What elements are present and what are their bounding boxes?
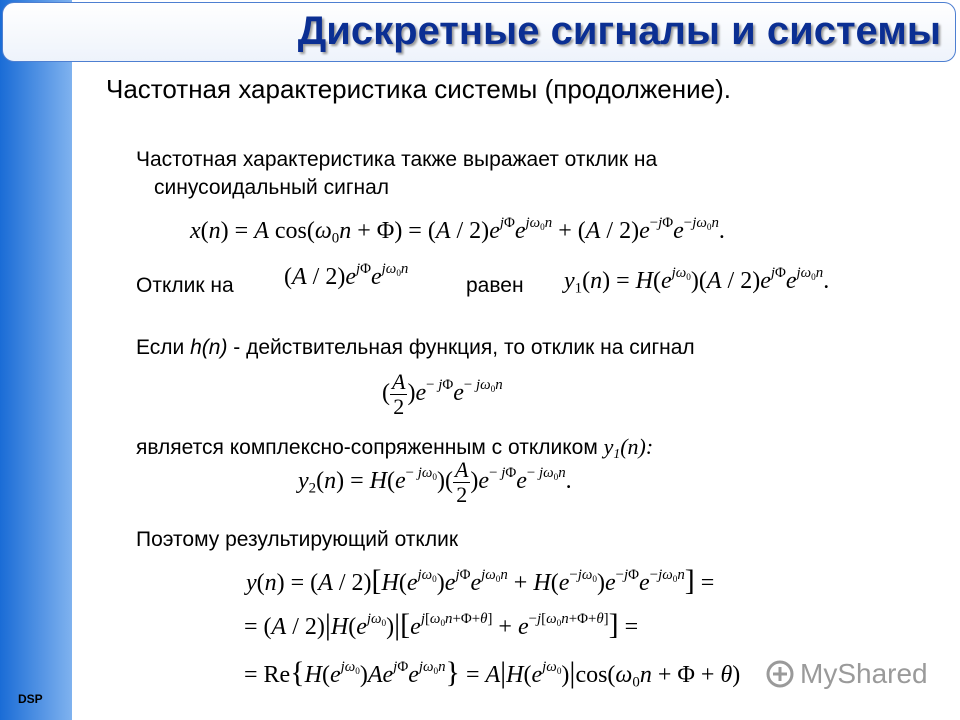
conj-line: является комплексно-сопряженным с откликом $y_1(n)$: xyxy=(136,434,654,462)
text-line-1: Частотная характеристика также выражает отклик на xyxy=(136,148,658,171)
formula-result-1: $y(n) = (A / 2)[H(e^{j\omega_0})e^{j\Phi}e^{j\omega_0n} + H(e^{-j\omega_0})e^{-j\Phi}e^{-j\omega_0n}]$ = xyxy=(246,564,715,597)
watermark-text: MyShared xyxy=(800,658,928,689)
watermark xyxy=(766,658,928,690)
footer-label: DSP xyxy=(18,692,43,706)
formula-component: $(A / 2)e^{j\Phi}e^{j\omega_0n}$ xyxy=(284,260,409,290)
formula-input-signal: x(n) = A $\cos(\omega_0n + \Phi) = (A / 2)e^{j\Phi}e^{j\omega_0n} + (A / 2)e^{-j\Phi}e^{-j\omega_0n}$. xyxy=(190,214,725,247)
h-var: h(n) xyxy=(190,336,228,359)
formula-result-3: = $Re\{H(e^{j\omega_0})Ae^{j\Phi}e^{j\omega_0n}\} = A|H(e^{j\omega_0})|\cos(\omega_0n + \Phi + \theta)$ xyxy=(244,656,741,691)
formula-y2: $y_2(n) = H(e^{- j\omega_0})$( $\frac{A}{2}$ )$e^{- j\Phi}e^{- j\omega_0n}$. xyxy=(298,457,572,507)
formula-result-2: = $(A / 2)|H(e^{j\omega_0})|[e^{j[\omega_0n+\Phi+\theta]} + e^{-j[\omega_0n+\Phi+\theta]}]$ = xyxy=(244,608,639,641)
formula-y1: $y_1(n) = H(e^{j\omega_0})(A / 2)e^{j\Phi}e^{j\omega_0n}$. xyxy=(564,264,830,297)
slide-subtitle: Частотная характеристика системы (продолжение). xyxy=(106,74,731,104)
response-prefix-text: Отклик на xyxy=(136,274,234,297)
myshared-logo-icon xyxy=(766,660,794,688)
if-line: Если h(n) - действительная функция, то отклик на сигнал xyxy=(136,336,695,359)
slide-title: Дискретные сигналы и системы xyxy=(297,9,941,53)
result-line: Поэтому результирующий отклик xyxy=(136,528,459,551)
text-line-2: синусоидальный сигнал xyxy=(154,176,390,199)
formula-conj-signal: ( $\frac{A}{2}$ )$e^{- j\Phi}e^{- j\omega_0n}$ xyxy=(382,369,503,419)
left-sidebar xyxy=(0,0,72,720)
title-bar xyxy=(2,2,956,62)
response-mid-text: равен xyxy=(466,274,524,297)
